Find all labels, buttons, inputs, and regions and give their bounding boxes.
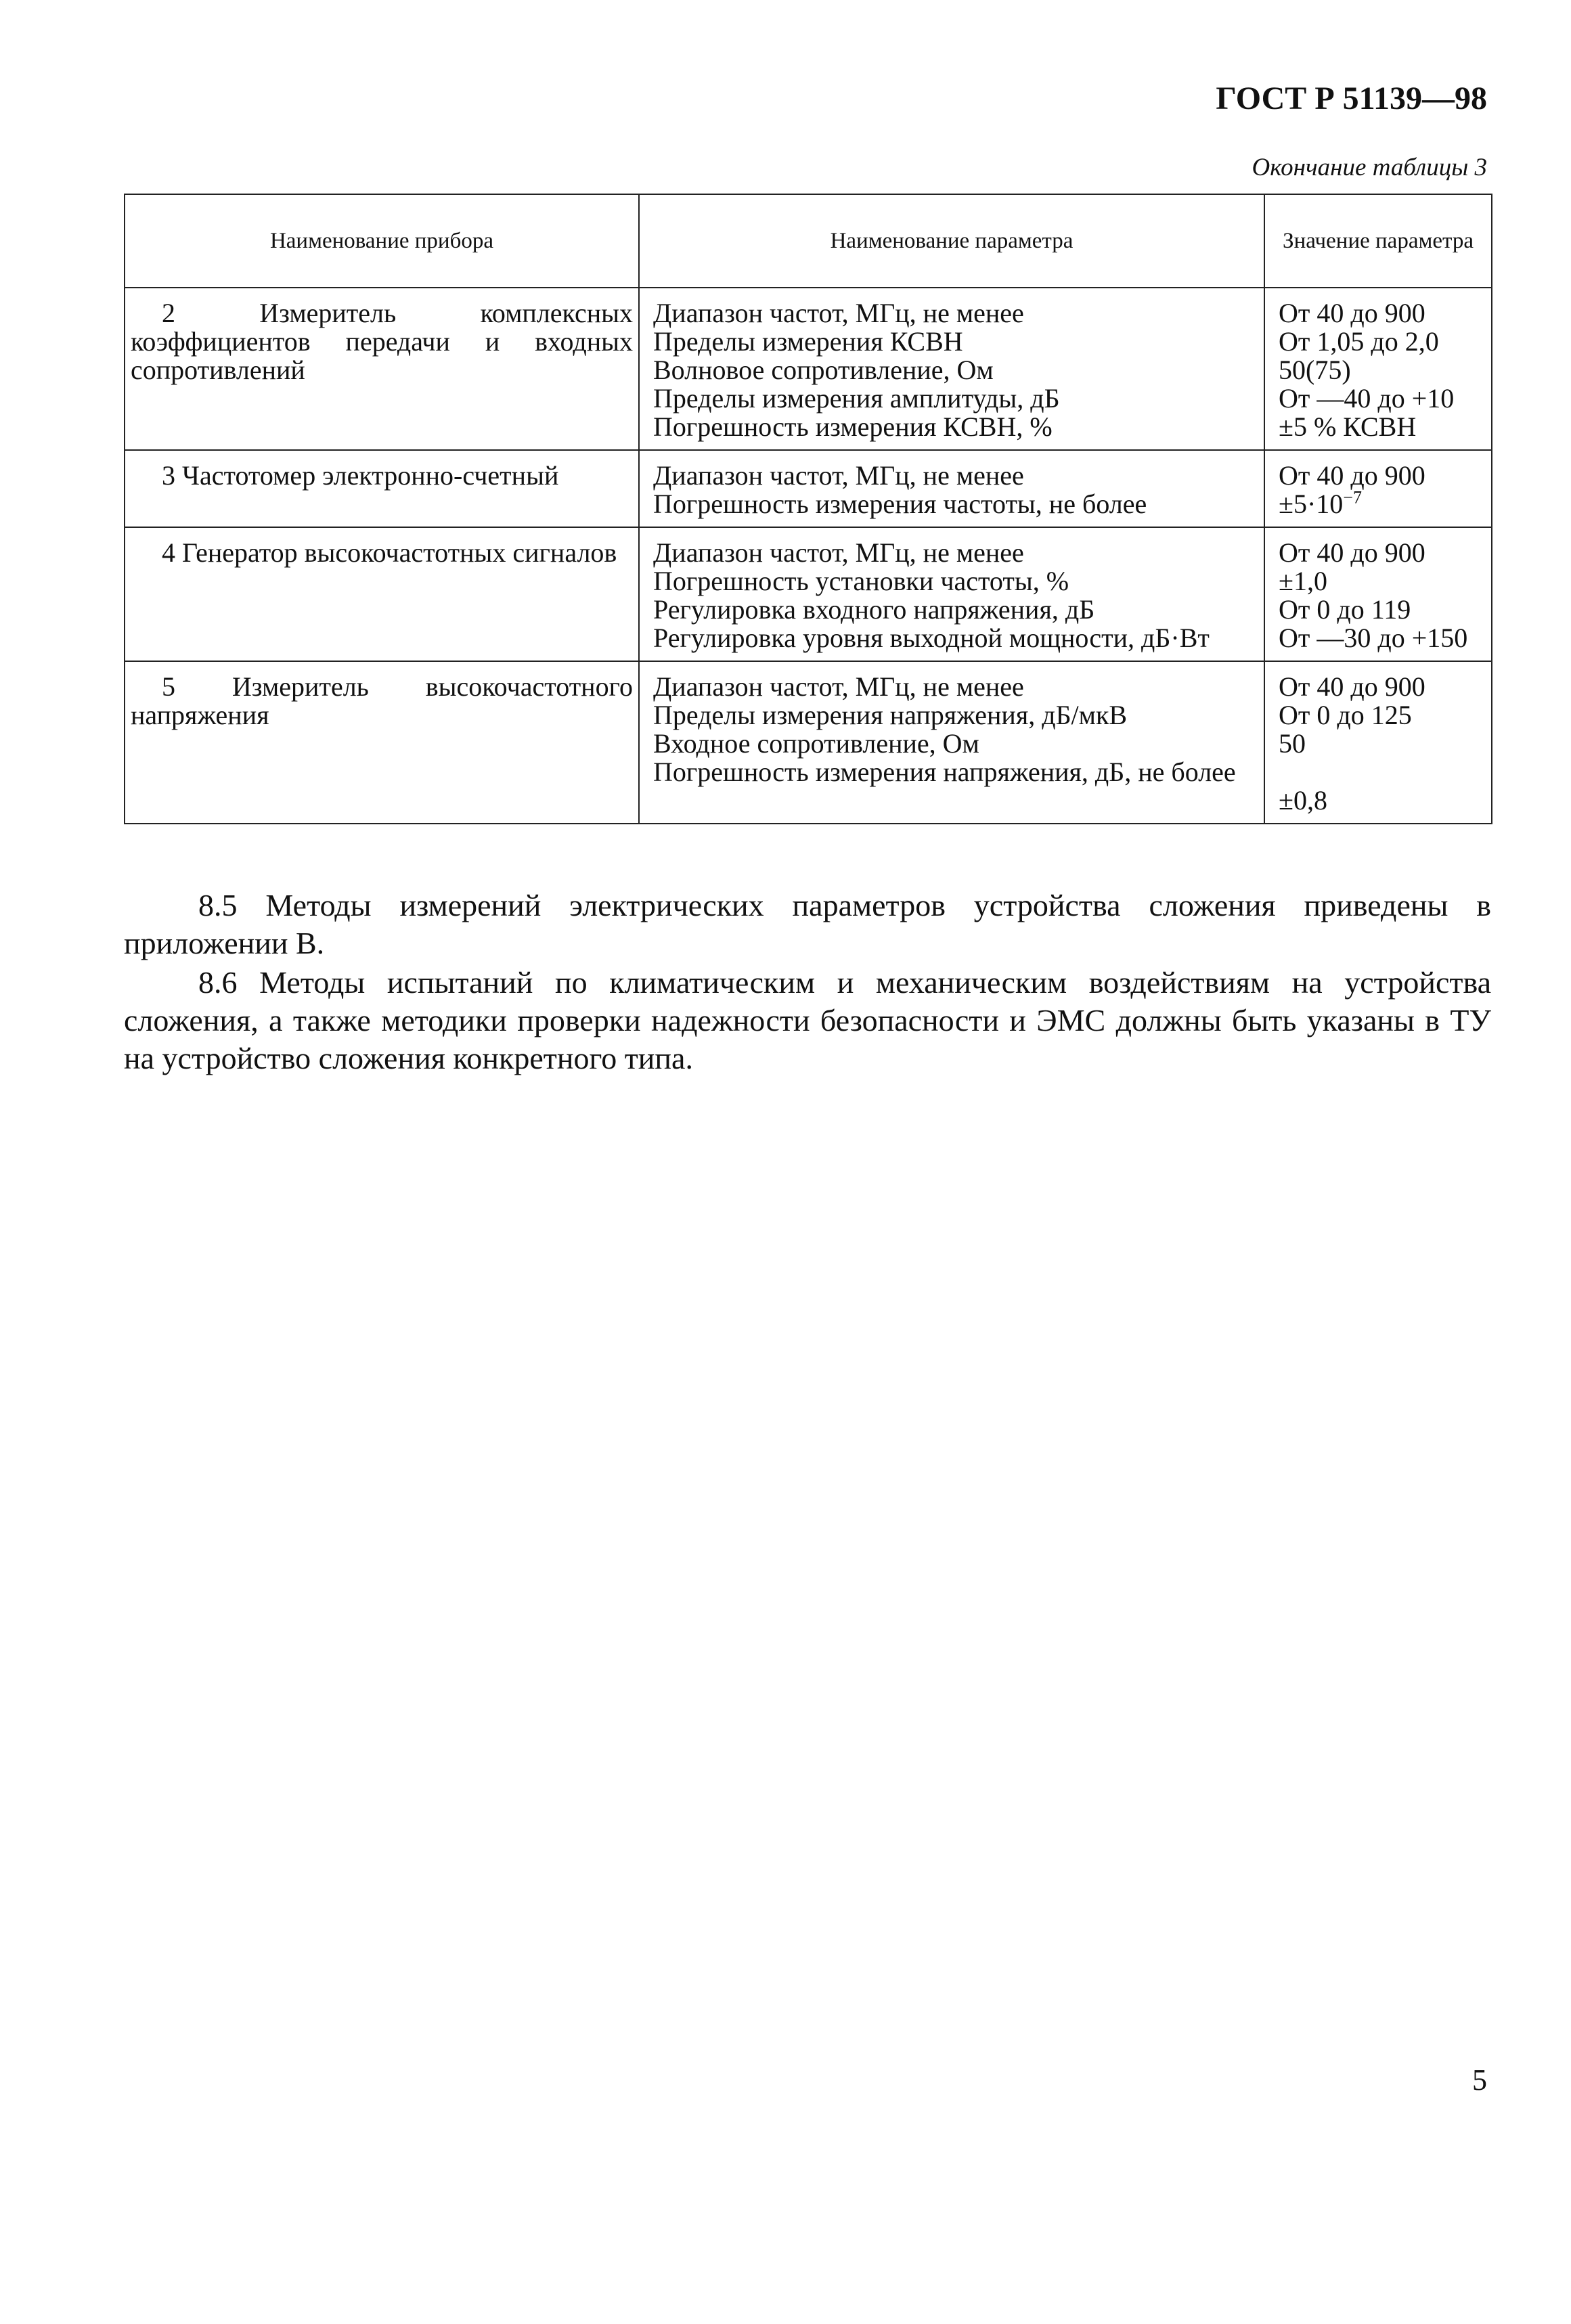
parameter-value: 50(75)	[1279, 355, 1351, 385]
column-header-value: Значение параметра	[1264, 194, 1492, 288]
parameter-value: От 0 до 119	[1279, 594, 1411, 625]
parameter-value: От 40 до 900	[1279, 537, 1425, 568]
table-caption: Окончание таблицы 3	[1252, 154, 1487, 181]
page-number: 5	[1472, 2063, 1487, 2097]
parameter-name: Входное сопротивление, Ом	[653, 728, 979, 759]
parameter-value: От 1,05 до 2,0	[1279, 326, 1439, 357]
table-row	[125, 527, 1492, 661]
column-header-parameter: Наименование параметра	[639, 194, 1264, 288]
parameter-value: От 0 до 125	[1279, 700, 1412, 730]
parameter-name: Диапазон частот, МГц, не менее	[653, 671, 1024, 702]
parameter-value: От 40 до 900	[1279, 298, 1425, 328]
document-code: ГОСТ Р 51139—98	[1216, 81, 1487, 116]
table-row	[125, 450, 1492, 527]
parameter-values-cell	[1264, 527, 1492, 661]
parameter-names-cell	[639, 527, 1264, 661]
parameter-value: ±1,0	[1279, 566, 1327, 596]
parameter-value	[1279, 758, 1486, 786]
parameter-name: Пределы измерения амплитуды, дБ	[653, 383, 1060, 414]
parameter-name: Диапазон частот, МГц, не менее	[653, 537, 1024, 568]
parameter-values-cell	[1264, 288, 1492, 450]
paragraph-8-6: 8.6 Методы испытаний по климатическим и механическим воздействиям на устройства сложения, а также методики проверки надежности безопасности и ЭМС должны быть указаны в ТУ на устройство сложения конкретного типа.	[124, 965, 1491, 1075]
parameter-value: ±0,8	[1279, 785, 1327, 815]
parameter-value	[1279, 487, 1486, 519]
parameter-value: 50	[1279, 728, 1306, 759]
column-header-device: Наименование прибора	[125, 194, 639, 288]
parameter-name: Пределы измерения напряжения, дБ/мкВ	[653, 700, 1128, 730]
parameter-names-cell	[639, 288, 1264, 450]
table-row	[125, 288, 1492, 450]
parameter-name: Волновое сопротивление, Ом	[653, 355, 994, 385]
parameter-names-cell	[639, 450, 1264, 527]
parameter-value: От —40 до +10	[1279, 383, 1455, 414]
device-name-cell: 4 Генератор высокочастотных сигналов	[125, 527, 639, 661]
parameter-values-cell	[1264, 661, 1492, 824]
parameter-name: Диапазон частот, МГц, не менее	[653, 460, 1024, 491]
device-name-cell: 5 Измеритель высокочастотного напряжения	[125, 661, 639, 824]
table-row	[125, 661, 1492, 824]
parameter-value: От 40 до 900	[1279, 671, 1425, 702]
parameter-names-cell	[639, 661, 1264, 824]
device-name-cell: 2 Измеритель комплексных коэффициентов передачи и входных сопротивлений	[125, 288, 639, 450]
parameter-name: Погрешность измерения напряжения, дБ, не более	[653, 757, 1236, 787]
parameter-name: Регулировка уровня выходной мощности, дБ·Вт	[653, 623, 1210, 653]
instrument-table	[124, 194, 1492, 824]
parameter-name: Погрешность установки частоты, %	[653, 566, 1069, 596]
parameter-name: Диапазон частот, МГц, не менее	[653, 298, 1024, 328]
device-name-cell: 3 Частотомер электронно-счетный	[125, 450, 639, 527]
table-header-row	[125, 194, 1492, 288]
parameter-value: От —30 до +150	[1279, 623, 1468, 653]
parameter-name: Погрешность измерения КСВН, %	[653, 411, 1053, 442]
paragraph-8-5: 8.5 Методы измерений электрических параметров устройства сложения приведены в приложении В.	[124, 888, 1491, 960]
parameter-name: Регулировка входного напряжения, дБ	[653, 594, 1095, 625]
parameter-values-cell	[1264, 450, 1492, 527]
parameter-value: От 40 до 900	[1279, 460, 1425, 491]
parameter-value: ±5 % КСВН	[1279, 411, 1417, 442]
value-exponent: −7	[1343, 487, 1362, 508]
parameter-name: Погрешность измерения частоты, не более	[653, 489, 1147, 519]
value-mantissa: ±5·10	[1279, 489, 1344, 519]
parameter-name: Пределы измерения КСВН	[653, 326, 963, 357]
